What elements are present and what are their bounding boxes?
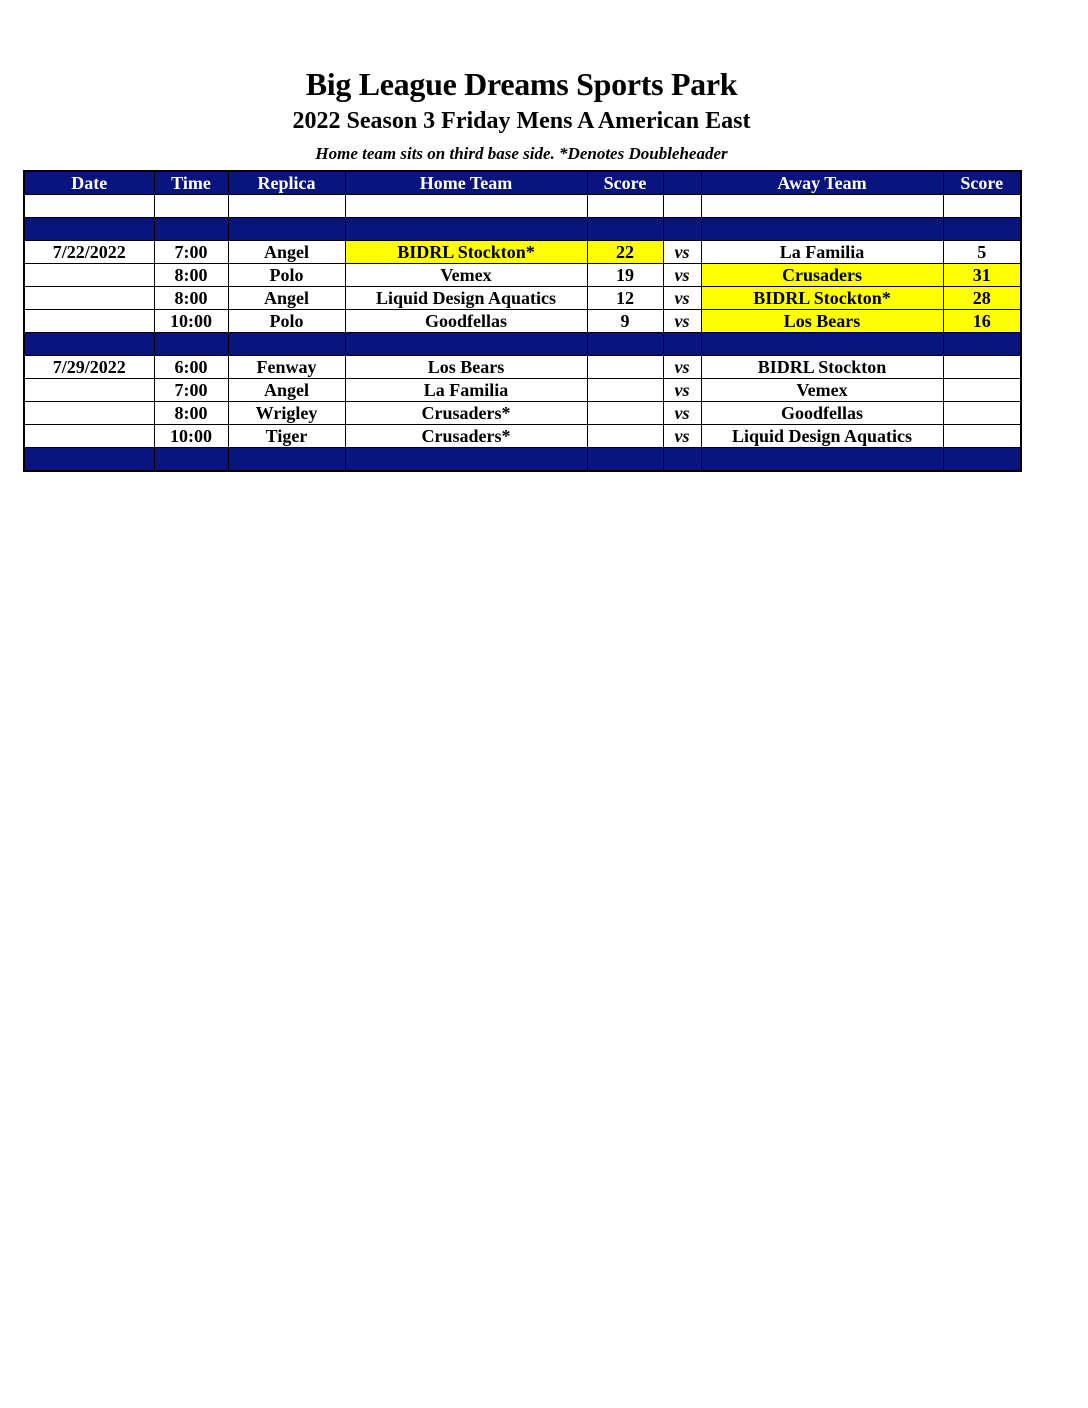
replica-cell: [228, 448, 345, 472]
replica-cell: [228, 218, 345, 241]
date-cell: [24, 218, 154, 241]
time-cell: [154, 448, 228, 472]
replica-cell: Wrigley: [228, 402, 345, 425]
home-team-cell: [345, 195, 587, 218]
vs-cell: [663, 218, 701, 241]
date-cell: [24, 195, 154, 218]
away-score-cell: 16: [943, 310, 1021, 333]
away-score-cell: 31: [943, 264, 1021, 287]
vs-cell: [663, 195, 701, 218]
home-score-cell: [587, 218, 663, 241]
separator-row: [24, 333, 1021, 356]
replica-cell: Angel: [228, 241, 345, 264]
game-row: [24, 287, 1021, 310]
home-team-cell: [345, 218, 587, 241]
page-title: Big League Dreams Sports Park: [305, 66, 738, 102]
date-cell: 7/29/2022: [24, 356, 154, 379]
home-score-cell: 19: [587, 264, 663, 287]
home-team-cell: La Familia: [345, 379, 587, 402]
away-score-cell: 28: [943, 287, 1021, 310]
away-score-cell: [943, 425, 1021, 448]
vs-cell: vs: [663, 425, 701, 448]
home-score-cell: [587, 356, 663, 379]
time-cell: [154, 195, 228, 218]
schedule-body: [24, 195, 1021, 472]
away-score-cell: [943, 218, 1021, 241]
away-team-cell: BIDRL Stockton: [701, 356, 943, 379]
replica-cell: [228, 333, 345, 356]
vs-cell: vs: [663, 379, 701, 402]
away-score-cell: [943, 448, 1021, 472]
away-score-cell: 5: [943, 241, 1021, 264]
game-row: [24, 379, 1021, 402]
column-header-away-score: Score: [943, 171, 1021, 195]
time-cell: 8:00: [154, 402, 228, 425]
home-score-cell: 22: [587, 241, 663, 264]
home-team-cell: Vemex: [345, 264, 587, 287]
home-score-cell: [587, 195, 663, 218]
home-team-cell: BIDRL Stockton*: [345, 241, 587, 264]
away-team-cell: [701, 195, 943, 218]
replica-cell: Angel: [228, 379, 345, 402]
home-score-cell: [587, 402, 663, 425]
home-team-cell: Liquid Design Aquatics: [345, 287, 587, 310]
vs-cell: vs: [663, 287, 701, 310]
replica-cell: [228, 195, 345, 218]
game-row: [24, 402, 1021, 425]
date-cell: [24, 333, 154, 356]
column-header-home-score: Score: [587, 171, 663, 195]
replica-cell: Angel: [228, 287, 345, 310]
home-team-cell: Crusaders*: [345, 425, 587, 448]
away-team-cell: Los Bears: [701, 310, 943, 333]
home-score-cell: 12: [587, 287, 663, 310]
game-row: [24, 425, 1021, 448]
column-header-time: Time: [154, 171, 228, 195]
home-score-cell: [587, 333, 663, 356]
home-score-cell: [587, 425, 663, 448]
column-header-replica: Replica: [228, 171, 345, 195]
home-team-cell: Goodfellas: [345, 310, 587, 333]
home-score-cell: 9: [587, 310, 663, 333]
schedule-note: Home team sits on third base side. *Denotes Doubleheader: [315, 144, 728, 163]
away-team-cell: Goodfellas: [701, 402, 943, 425]
away-team-cell: Vemex: [701, 379, 943, 402]
vs-cell: vs: [663, 356, 701, 379]
home-score-cell: [587, 448, 663, 472]
date-cell: [24, 287, 154, 310]
date-cell: [24, 310, 154, 333]
time-cell: 10:00: [154, 310, 228, 333]
date-cell: [24, 379, 154, 402]
header-row: [24, 171, 1021, 195]
vs-cell: [663, 448, 701, 472]
separator-row: [24, 218, 1021, 241]
column-header-date: Date: [24, 171, 154, 195]
away-score-cell: [943, 195, 1021, 218]
replica-cell: Tiger: [228, 425, 345, 448]
vs-cell: vs: [663, 241, 701, 264]
column-header-away-team: Away Team: [701, 171, 943, 195]
time-cell: [154, 218, 228, 241]
column-header-home-team: Home Team: [345, 171, 587, 195]
away-team-cell: [701, 448, 943, 472]
away-score-cell: [943, 379, 1021, 402]
time-cell: 6:00: [154, 356, 228, 379]
separator-row: [24, 448, 1021, 472]
home-team-cell: [345, 333, 587, 356]
schedule-table: [23, 170, 1022, 472]
replica-cell: Polo: [228, 264, 345, 287]
time-cell: 7:00: [154, 379, 228, 402]
date-cell: [24, 425, 154, 448]
replica-cell: Fenway: [228, 356, 345, 379]
home-team-cell: Crusaders*: [345, 402, 587, 425]
away-team-cell: La Familia: [701, 241, 943, 264]
date-cell: [24, 448, 154, 472]
away-team-cell: BIDRL Stockton*: [701, 287, 943, 310]
time-cell: [154, 333, 228, 356]
vs-cell: [663, 333, 701, 356]
away-team-cell: Crusaders: [701, 264, 943, 287]
time-cell: 10:00: [154, 425, 228, 448]
away-score-cell: [943, 356, 1021, 379]
vs-cell: vs: [663, 264, 701, 287]
away-score-cell: [943, 402, 1021, 425]
game-row: [24, 356, 1021, 379]
date-cell: [24, 402, 154, 425]
vs-cell: vs: [663, 310, 701, 333]
date-cell: 7/22/2022: [24, 241, 154, 264]
vs-cell: vs: [663, 402, 701, 425]
date-cell: [24, 264, 154, 287]
time-cell: 8:00: [154, 264, 228, 287]
away-team-cell: [701, 333, 943, 356]
replica-cell: Polo: [228, 310, 345, 333]
time-cell: 8:00: [154, 287, 228, 310]
game-row: [24, 310, 1021, 333]
away-team-cell: Liquid Design Aquatics: [701, 425, 943, 448]
time-cell: 7:00: [154, 241, 228, 264]
home-team-cell: Los Bears: [345, 356, 587, 379]
page-subtitle: 2022 Season 3 Friday Mens A American East: [292, 108, 751, 134]
game-row: [24, 241, 1021, 264]
home-team-cell: [345, 448, 587, 472]
game-row: [24, 264, 1021, 287]
away-score-cell: [943, 333, 1021, 356]
away-team-cell: [701, 218, 943, 241]
blank-row: [24, 195, 1021, 218]
column-header-vs: [663, 171, 701, 195]
home-score-cell: [587, 379, 663, 402]
